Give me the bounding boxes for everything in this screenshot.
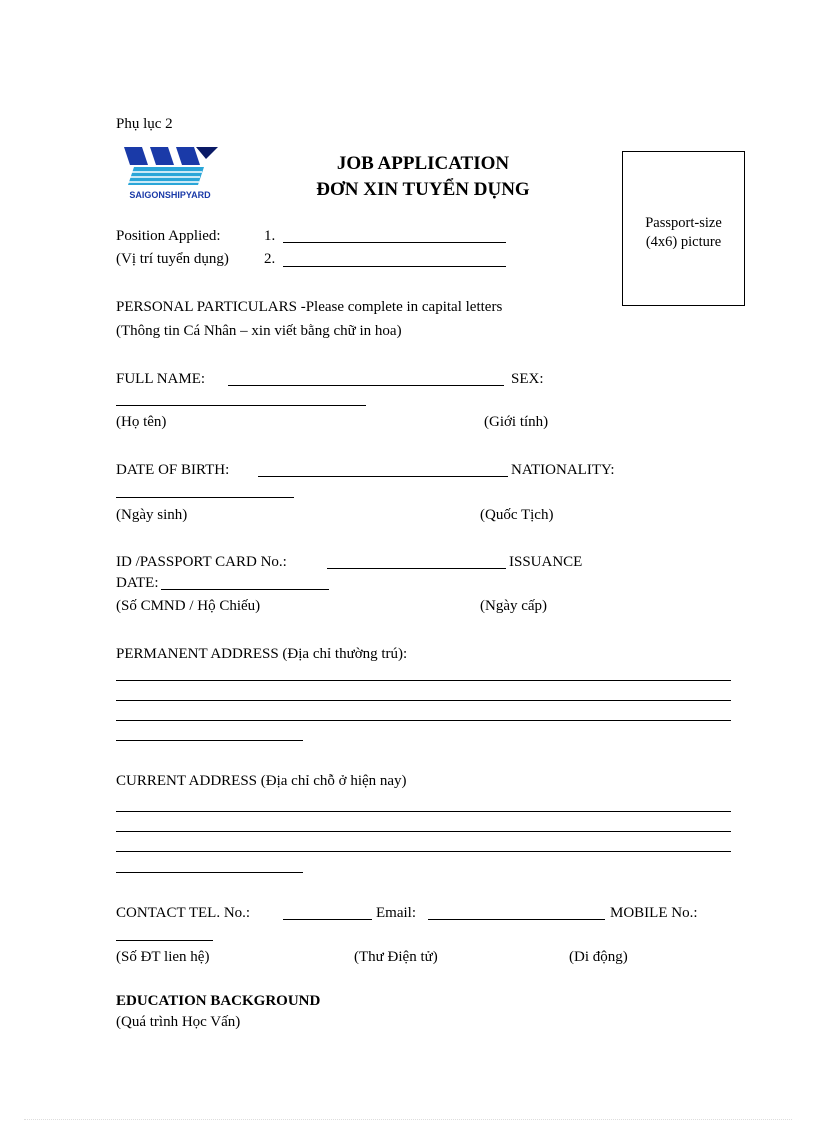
photo-box bbox=[622, 151, 745, 306]
issuance-label-vi: (Ngày cấp) bbox=[480, 598, 548, 614]
current-address-line-2[interactable] bbox=[116, 831, 731, 832]
dob-field[interactable] bbox=[258, 476, 508, 477]
mobile-label-vi: (Di động) bbox=[569, 949, 628, 965]
company-logo bbox=[120, 145, 220, 201]
position-item-1: 1. bbox=[264, 228, 276, 244]
sex-field[interactable] bbox=[116, 405, 366, 406]
photo-text-line1: Passport-size bbox=[645, 215, 722, 231]
permanent-address-line-4[interactable] bbox=[116, 740, 303, 741]
personal-heading: PERSONAL PARTICULARS -Please complete in capital letters bbox=[116, 299, 503, 315]
permanent-address-line-1[interactable] bbox=[116, 680, 731, 681]
issuance-date-label: DATE: bbox=[116, 575, 159, 591]
full-name-label: FULL NAME: bbox=[116, 371, 206, 387]
photo-text-line2: (4x6) picture bbox=[645, 234, 722, 250]
sex-label-vi: (Giới tính) bbox=[484, 414, 549, 430]
position-item-2: 2. bbox=[264, 251, 276, 267]
email-label: Email: bbox=[376, 905, 416, 921]
id-card-field[interactable] bbox=[327, 568, 506, 569]
mobile-label: MOBILE No.: bbox=[610, 905, 698, 921]
title-vi: ĐƠN XIN TUYỂN DỤNG bbox=[316, 179, 530, 200]
issuance-label: ISSUANCE bbox=[509, 554, 583, 570]
permanent-address-label: PERMANENT ADDRESS (Địa chỉ thường trú): bbox=[116, 646, 408, 662]
position-label-vi: (Vị trí tuyển dụng) bbox=[116, 251, 229, 267]
title-en: JOB APPLICATION bbox=[336, 153, 510, 174]
issuance-date-field[interactable] bbox=[161, 589, 329, 590]
position-1-field[interactable] bbox=[283, 242, 506, 243]
permanent-address-line-3[interactable] bbox=[116, 720, 731, 721]
current-address-line-1[interactable] bbox=[116, 811, 731, 812]
contact-tel-field[interactable] bbox=[283, 919, 372, 920]
dob-label-vi: (Ngày sinh) bbox=[116, 507, 188, 523]
page-bottom-border bbox=[24, 1119, 792, 1120]
current-address-label: CURRENT ADDRESS (Địa chỉ chỗ ở hiện nay) bbox=[116, 773, 407, 789]
nationality-label: NATIONALITY: bbox=[511, 462, 615, 478]
nationality-field[interactable] bbox=[116, 497, 294, 498]
tel-label-vi: (Số ĐT lien hệ) bbox=[116, 949, 210, 965]
current-address-line-3[interactable] bbox=[116, 851, 731, 852]
education-heading: EDUCATION BACKGROUND bbox=[116, 993, 321, 1009]
logo-text: SAIGONSHIPYARD bbox=[129, 190, 211, 200]
education-subheading: (Quá trình Học Vấn) bbox=[116, 1014, 241, 1030]
id-card-label-vi: (Số CMND / Hộ Chiếu) bbox=[116, 598, 261, 614]
nationality-label-vi: (Quốc Tịch) bbox=[480, 507, 554, 523]
contact-tel-label: CONTACT TEL. No.: bbox=[116, 905, 251, 921]
permanent-address-line-2[interactable] bbox=[116, 700, 731, 701]
mobile-field[interactable] bbox=[116, 940, 213, 941]
personal-subheading: (Thông tin Cá Nhân – xin viết bằng chữ in hoa) bbox=[116, 323, 402, 339]
id-card-label: ID /PASSPORT CARD No.: bbox=[116, 554, 287, 570]
full-name-field[interactable] bbox=[228, 385, 504, 386]
position-label: Position Applied: bbox=[116, 228, 221, 244]
logo-graphic bbox=[120, 145, 220, 201]
appendix-label: Phụ lục 2 bbox=[116, 116, 173, 132]
full-name-label-vi: (Họ tên) bbox=[116, 414, 167, 430]
email-label-vi: (Thư Điện tử) bbox=[354, 949, 438, 965]
current-address-line-4[interactable] bbox=[116, 872, 303, 873]
email-field[interactable] bbox=[428, 919, 605, 920]
sex-label: SEX: bbox=[511, 371, 544, 387]
dob-label: DATE OF BIRTH: bbox=[116, 462, 230, 478]
position-2-field[interactable] bbox=[283, 266, 506, 267]
